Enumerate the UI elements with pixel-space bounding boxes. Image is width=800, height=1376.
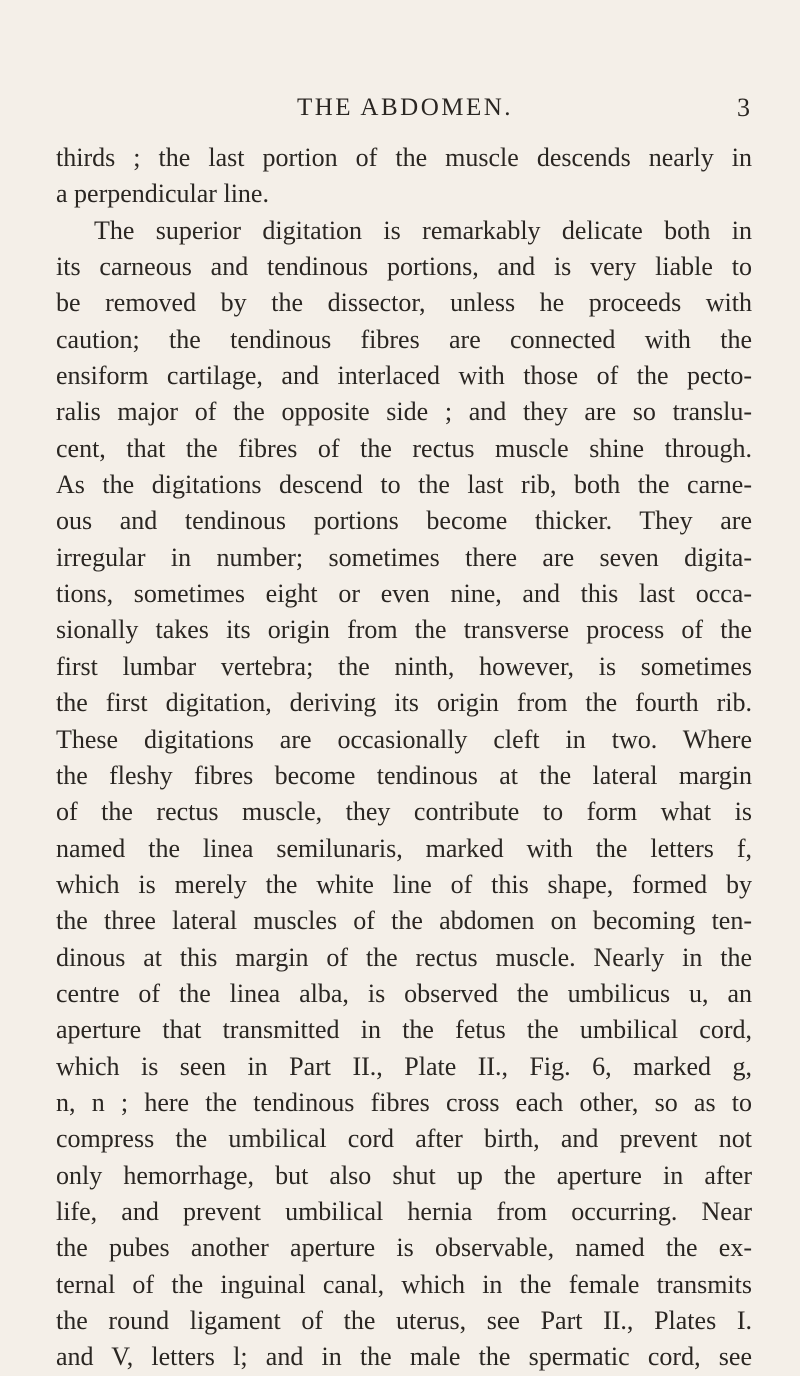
text-line: ensiform cartilage, and interlaced with those of the pecto- — [56, 361, 752, 391]
text-line: cent, that the fibres of the rectus muscle shine through. — [56, 433, 752, 463]
text-line: which is merely the white line of this shape, formed by — [56, 869, 752, 899]
text-line: n, n ; here the tendinous fibres cross each other, so as to — [56, 1087, 752, 1117]
text-line: named the linea semilunaris, marked with the letters f, — [56, 833, 752, 863]
body-text — [56, 140, 752, 1376]
text-line: ralis major of the opposite side ; and they are so translu- — [56, 397, 752, 427]
text-line: first lumbar vertebra; the ninth, however, is sometimes — [56, 651, 752, 681]
text-line: sionally takes its origin from the transverse process of the — [56, 615, 752, 645]
text-line: the fleshy fibres become tendinous at the lateral margin — [56, 760, 752, 790]
text-line: life, and prevent umbilical hernia from occurring. Near — [56, 1196, 752, 1226]
page-number: 3 — [737, 93, 750, 122]
running-title: THE ABDOMEN. — [296, 94, 514, 121]
text-line: irregular in number; sometimes there are seven digita- — [56, 542, 752, 572]
text-line: which is seen in Part II., Plate II., Fig. 6, marked g, — [56, 1051, 752, 1081]
text-line: dinous at this margin of the rectus muscle. Nearly in the — [56, 942, 752, 972]
text-line: tions, sometimes eight or even nine, and this last occa- — [56, 579, 752, 609]
text-line: ternal of the inguinal canal, which in the female transmits — [56, 1269, 752, 1299]
text-line: aperture that transmitted in the fetus the umbilical cord, — [56, 1015, 752, 1045]
text-line: only hemorrhage, but also shut up the aperture in after — [56, 1160, 752, 1190]
text-line: The superior digitation is remarkably delicate both in — [94, 215, 752, 245]
text-line: compress the umbilical cord after birth, and prevent not — [56, 1124, 752, 1154]
text-line: These digitations are occasionally cleft in two. Where — [56, 724, 752, 754]
text-line: the pubes another aperture is observable, named the ex- — [56, 1233, 752, 1263]
text-line: a perpendicular line. — [56, 179, 269, 209]
text-line: centre of the linea alba, is observed the umbilicus u, an — [56, 978, 752, 1008]
text-line: the round ligament of the uterus, see Part II., Plates I. — [56, 1306, 752, 1335]
text-line: the three lateral muscles of the abdomen on becoming ten- — [56, 906, 752, 936]
text-line: its carneous and tendinous portions, and is very liable to — [56, 252, 752, 282]
text-line: As the digitations descend to the last rib, both the carne- — [56, 470, 752, 500]
text-line: ous and tendinous portions become thicker. They are — [56, 506, 752, 536]
text-line: the first digitation, deriving its origin from the fourth rib. — [56, 688, 752, 718]
running-head — [60, 88, 750, 128]
text-line: caution; the tendinous fibres are connected with the — [56, 324, 752, 354]
text-line: be removed by the dissector, unless he proceeds with — [56, 288, 752, 318]
text-line: of the rectus muscle, they contribute to form what is — [56, 797, 752, 827]
text-line: thirds ; the last portion of the muscle descends nearly in — [56, 143, 752, 172]
text-line: and V, letters l; and in the male the spermatic cord, see — [56, 1342, 752, 1372]
